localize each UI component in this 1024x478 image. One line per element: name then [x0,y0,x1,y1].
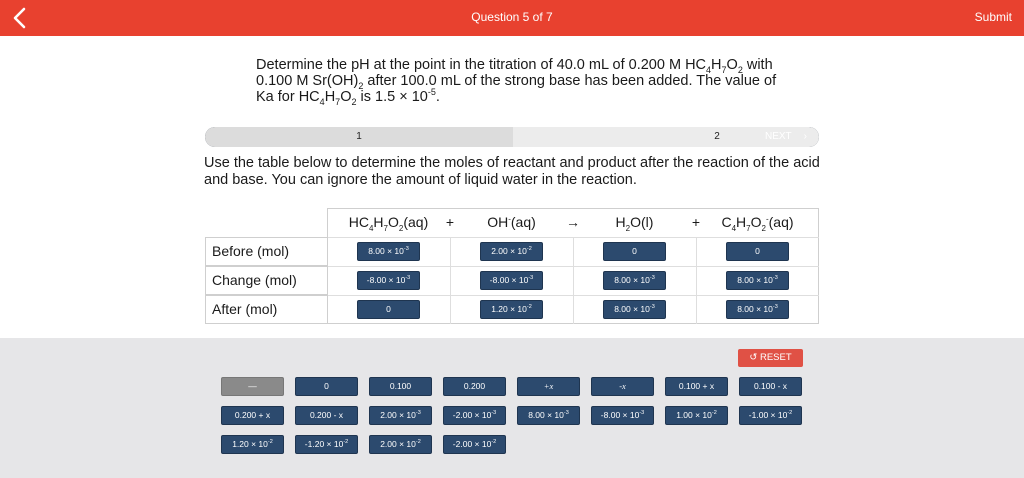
table-cell[interactable]: $-8.00 \times 10^{-3}$ [480,271,543,290]
answer-tile[interactable]: 0.200 - x [295,406,358,425]
reset-icon: ↺ [749,352,758,363]
table-cell[interactable]: $2.00 \times 10^{-2}$ [480,242,543,261]
row-label-before: Before (mol) [205,237,328,266]
answer-tile[interactable]: $8.00 \times 10^{-3}$ [517,406,580,425]
table-cell[interactable]: 0 [726,242,789,261]
table-cell[interactable]: 0 [603,242,666,261]
header-conjugate-base: $C_4H_7O_2^-(aq)$ [721,214,794,233]
table-cell[interactable]: $8.00 \times 10^{-3}$ [726,300,789,319]
answer-tile[interactable]: 0.100 - x [739,377,802,396]
answer-tile[interactable]: $-2.00 \times 10^{-2}$ [443,435,506,454]
answer-tile[interactable]: $1.00 \times 10^{-2}$ [665,406,728,425]
header-water: $H_2O(l)$ [615,214,654,233]
answer-tile-tray [0,338,1024,478]
table-cell[interactable]: $8.00 \times 10^{-3}$ [726,271,789,290]
next-label: NEXT [764,131,792,142]
answer-tile[interactable]: 0.200 + x [221,406,284,425]
table-divider [696,237,697,324]
answer-tile[interactable]: 0.100 + x [665,377,728,396]
tile-blank[interactable]: — [221,377,284,396]
header-hydroxide: OH-(aq) [487,214,536,230]
step-1-tab[interactable]: 1 [205,127,513,147]
question-counter: Question 5 of 7 [471,10,553,24]
answer-tile[interactable]: $2.00 \times 10^{-3}$ [369,406,432,425]
table-cell[interactable]: $8.00 \times 10^{-3}$ [603,271,666,290]
instruction-text: Use the table below to determine the moles of reactant and product after the reaction of the acid and base. You can ignore the amount of liquid water in the reaction. [204,155,820,188]
next-button[interactable] [753,127,807,147]
answer-tile[interactable]: -x [591,377,654,396]
table-cell[interactable]: $1.20 \times 10^{-2}$ [480,300,543,319]
reaction-arrow: → [566,214,580,230]
answer-tile[interactable]: 0 [295,377,358,396]
answer-tile[interactable]: $2.00 \times 10^{-2}$ [369,435,432,454]
table-cell[interactable]: $-8.00 \times 10^{-3}$ [357,271,420,290]
answer-tile[interactable]: $-1.00 \times 10^{-2}$ [739,406,802,425]
chevron-right-icon: › [803,131,807,142]
step-progress-bar [205,127,819,147]
table-cell[interactable]: $8.00 \times 10^{-3}$ [357,242,420,261]
reset-label: RESET [759,352,792,363]
table-divider [450,237,451,324]
top-bar [0,0,1024,36]
answer-tile[interactable]: +x [517,377,580,396]
table-divider [573,237,574,324]
reset-button[interactable] [738,349,803,367]
answer-tile[interactable]: $-1.20 \times 10^{-2}$ [295,435,358,454]
plus-sign: + [445,214,455,230]
table-cell[interactable]: $8.00 \times 10^{-3}$ [603,300,666,319]
submit-button[interactable]: Submit [974,10,1012,24]
answer-tile[interactable]: $-2.00 \times 10^{-3}$ [443,406,506,425]
answer-tile[interactable]: 0.100 [369,377,432,396]
answer-tile[interactable]: $-8.00 \times 10^{-3}$ [591,406,654,425]
table-cell[interactable]: 0 [357,300,420,319]
step-2-tab[interactable]: 2 [513,127,819,147]
header-acid: $HC_4H_7O_2(aq)$ [348,214,429,233]
plus-sign: + [691,214,701,230]
answer-tile[interactable]: 0.200 [443,377,506,396]
answer-tile[interactable]: $1.20 \times 10^{-2}$ [221,435,284,454]
question-text: Determine the pH at the point in the titration of 40.0 mL of 0.200 M $HC_4H_7O_2$ with 0.100 M $Sr(OH)_2$ after 100.0 mL of the strong base has been added. The value of Ka for $HC_4H_7O_2$ is $1.5 \times 10^{-5}$. [256,57,777,107]
row-label-after: After (mol) [205,295,328,324]
row-label-change: Change (mol) [205,266,328,295]
